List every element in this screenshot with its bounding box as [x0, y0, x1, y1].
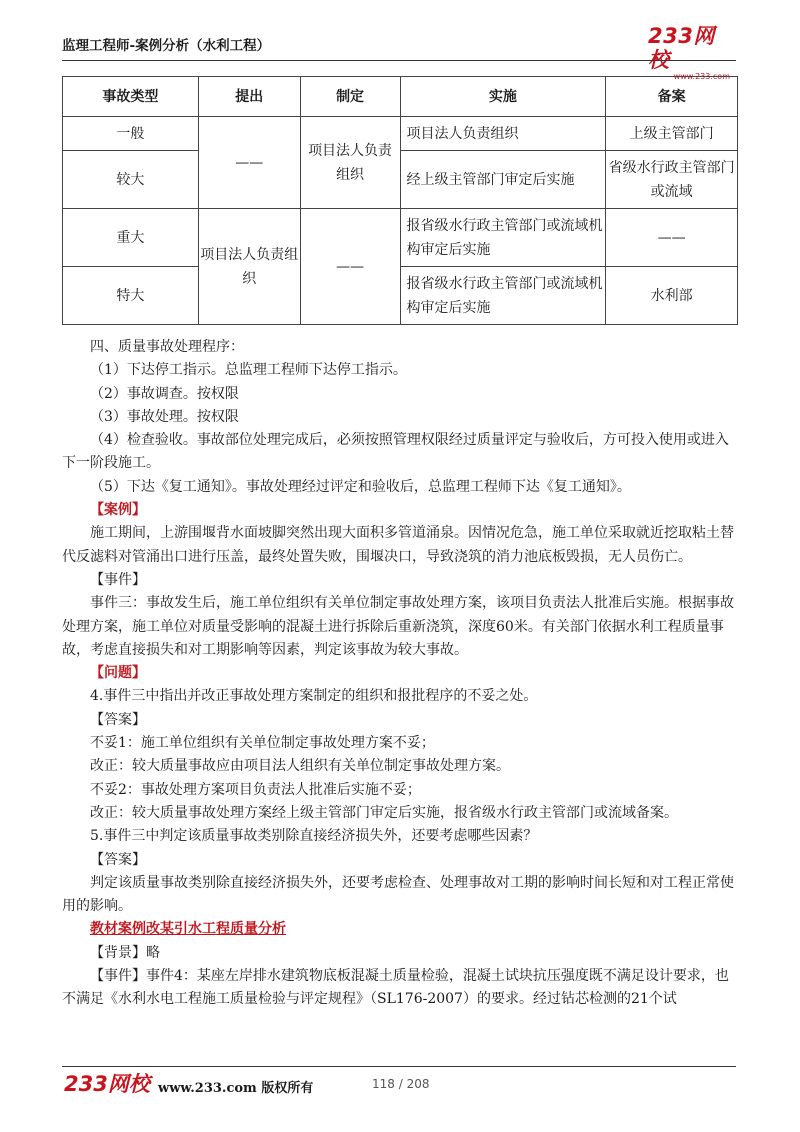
table-header-cell: 实施: [400, 77, 606, 117]
question-5: 5.事件三中判定该质量事故类别除直接经济损失外，还要考虑哪些因素？: [90, 828, 538, 845]
propose-cell: ——: [198, 117, 300, 209]
answer-line: 改正：较大质量事故应由项目法人组织有关单位制定事故处理方案。: [90, 758, 510, 775]
record-cell: 水利部: [606, 267, 738, 325]
implement-cell: 经上级主管部门审定后实施: [400, 151, 606, 209]
main-content: [62, 336, 738, 1012]
footer-logo: 233网校: [64, 1072, 150, 1096]
table-header-row: [63, 77, 738, 117]
table-row: [63, 209, 738, 267]
footer-divider: [62, 1066, 736, 1067]
implement-cell: 项目法人负责组织: [400, 117, 606, 151]
answer-tag: 【答案】: [90, 711, 146, 728]
accident-type-cell: 特大: [63, 267, 199, 325]
formulate-cell: ——: [300, 209, 400, 325]
answer-line: 改正：较大质量事故处理方案经上级主管部门审定后实施，报省级水行政主管部门或流域备案。: [90, 804, 678, 821]
table-row: [63, 151, 738, 209]
page-number: 118 / 208: [372, 1077, 430, 1091]
procedure-step: （2）事故调查。按权限: [90, 385, 239, 402]
implement-cell: 报省级水行政主管部门或流域机构审定后实施: [400, 209, 606, 267]
answer-line: 不妥1：施工单位组织有关单位制定事故处理方案不妥；: [90, 735, 435, 752]
page-header-title: 监理工程师-案例分析（水利工程）: [62, 38, 271, 54]
implement-cell: 报省级水行政主管部门或流域机构审定后实施: [400, 267, 606, 325]
table-header-cell: 事故类型: [63, 77, 199, 117]
answer-line: 不妥2：事故处理方案项目负责法人批准后实施不妥；: [90, 781, 421, 798]
event-tag: 【事件】: [90, 571, 146, 588]
footer-copyright: www.233.com 版权所有: [158, 1081, 314, 1096]
accident-procedure-table: [62, 76, 738, 325]
logo-mark: 233网校: [648, 24, 715, 72]
table-header-cell: 备案: [606, 77, 738, 117]
record-cell: ——: [606, 209, 738, 267]
procedure-step: （4）检查验收。事故部位处理完成后，必须按照管理权限经过质量评定与验收后，方可投入使用或进入下一阶段施工。: [62, 432, 729, 472]
propose-cell: 项目法人负责组织: [198, 209, 300, 325]
accident-type-cell: 重大: [63, 209, 199, 267]
table-row: [63, 267, 738, 325]
answer-tag: 【答案】: [90, 851, 146, 868]
formulate-cell: 项目法人负责组织: [300, 117, 400, 209]
event-4-text: 【事件】事件4：某座左岸排水建筑物底板混凝土质量检验，混凝土试块抗压强度既不满足设计要求，也不满足《水利水电工程施工质量检验与评定规程》（SL176-2007）的要求。经过钻芯检测的21个试: [62, 968, 729, 1008]
logo-url: www.233.com: [673, 72, 730, 81]
case-tag: 【案例】: [90, 502, 146, 519]
answer-text: 判定该质量事故类别除直接经济损失外，还要考虑检查、处理事故对工期的影响时间长短和对工程正常使用的影响。: [62, 874, 734, 915]
textbook-case-title: 教材案例改某引水工程质量分析: [90, 921, 286, 938]
event-text: 事件三：事故发生后，施工单位组织有关单位制定事故处理方案，该项目负责法人批准后实施。根据事故处理方案，施工单位对质量受影响的混凝土进行拆除后重新浇筑，深度60米。有关部门依据水利工程质量事故，考虑直接损失和对工期影响等因素，判定该事故为较大事故。: [62, 595, 734, 658]
accident-type-cell: 较大: [63, 151, 199, 209]
record-cell: 省级水行政主管部门或流域: [606, 151, 738, 209]
question-4: 4.事件三中指出并改正事故处理方案制定的组织和报批程序的不妥之处。: [90, 688, 538, 705]
case-text: 施工期间，上游围堰背水面坡脚突然出现大面积多管道涌泉。因情况危急，施工单位采取就近挖取粘土替代反滤料对管涌出口进行压盖，最终处置失败，围堰决口，导致浇筑的消力池底板毁损，无人员伤亡。: [62, 525, 734, 565]
procedure-step: （3）事故处理。按权限: [90, 408, 239, 425]
procedure-step: （5）下达《复工通知》。事故处理经过评定和验收后，总监理工程师下达《复工通知》。: [90, 478, 631, 495]
table-row: [63, 117, 738, 151]
brand-logo: [648, 24, 734, 81]
question-tag: 【问题】: [90, 665, 146, 682]
background-line: 【背景】略: [90, 944, 160, 961]
record-cell: 上级主管部门: [606, 117, 738, 151]
table-header-cell: 提出: [198, 77, 300, 117]
procedure-step: （1）下达停工指示。总监理工程师下达停工指示。: [90, 362, 407, 379]
section-title: 四、质量事故处理程序：: [90, 339, 244, 355]
table-header-cell: 制定: [300, 77, 400, 117]
header-divider: [62, 60, 736, 61]
accident-type-cell: 一般: [63, 117, 199, 151]
